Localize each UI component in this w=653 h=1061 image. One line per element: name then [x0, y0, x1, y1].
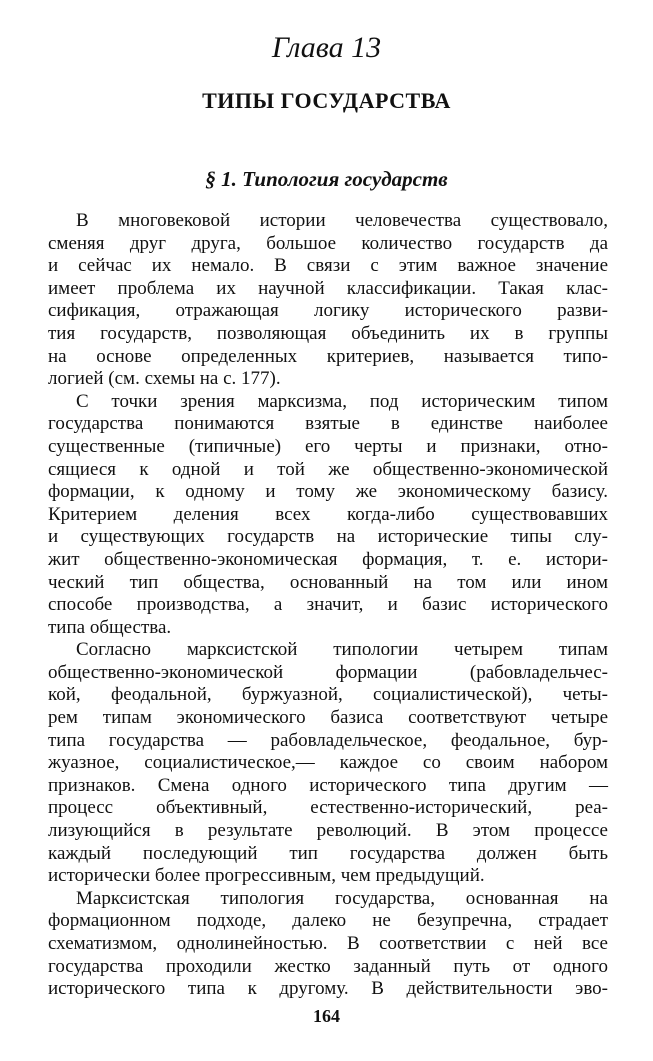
- chapter-label: Глава 13: [271, 31, 382, 64]
- paragraph: [48, 639, 608, 888]
- text-line: лизующийся в результате революций. В этом процессе: [48, 820, 608, 842]
- text-line: схематизмом, однолинейностью. В соответствии с ней все: [48, 933, 608, 954]
- text-line: сящиеся к одной и той же общественно-экономической: [48, 458, 608, 480]
- text-line: исторического типа к другому. В действительности эво-: [48, 978, 608, 1000]
- page-number: 164: [313, 1006, 340, 1026]
- text-line: рем типам экономического базиса соответствуют четыре: [48, 707, 608, 729]
- text-line: С точки зрения марксизма, под историческим типом: [76, 390, 608, 412]
- text-line: признаков. Смена одного исторического типа другим —: [48, 774, 608, 796]
- text-line: и существующих государств на исторические типы слу-: [48, 526, 608, 548]
- section-title: § 1. Типология государств: [205, 167, 448, 191]
- text-line: кой, феодальной, буржуазной, социалистической), четы-: [48, 684, 608, 706]
- text-line: государства понимаются взятые в единстве наиболее: [48, 413, 608, 435]
- text-line: Критерием деления всех когда-либо существовавших: [48, 503, 608, 525]
- body-text: [48, 210, 608, 1001]
- paragraph: [48, 210, 608, 391]
- text-line: существенные (типичные) его черты и признаки, отно-: [48, 435, 608, 457]
- paragraph: [48, 391, 608, 640]
- text-line: сменяя друг друга, большое количество государств да: [48, 232, 608, 254]
- text-line: общественно-экономической формации (рабовладельчес-: [48, 661, 608, 683]
- chapter-title: ТИПЫ ГОСУДАРСТВА: [202, 88, 451, 113]
- text-line: Марксистская типология государства, основанная на: [76, 887, 608, 909]
- text-line: на основе определенных критериев, называется типо-: [48, 345, 608, 367]
- text-line: В многовековой истории человечества существовало,: [76, 210, 608, 231]
- text-line: сификация, отражающая логику исторического разви-: [48, 300, 608, 322]
- text-line: жит общественно-экономическая формация, т. е. истори-: [48, 548, 608, 570]
- text-line: процесс объективный, естественно-исторический, реа-: [48, 797, 608, 819]
- text-line: государства проходили жестко заданный путь от одного: [48, 955, 608, 977]
- text-line: типа общества.: [48, 616, 172, 638]
- text-line: способе производства, а значит, и базис исторического: [48, 594, 608, 616]
- text-line: каждый последующий тип государства должен быть: [48, 842, 608, 864]
- text-line: Согласно марксистской типологии четырем типам: [76, 639, 608, 661]
- text-line: ческий тип общества, основанный на том или ином: [48, 571, 608, 593]
- paragraph: [48, 888, 608, 1001]
- text-line: жуазное, социалистическое,— каждое со своим набором: [48, 752, 608, 774]
- text-line: типа государства — рабовладельческое, феодальное, бур-: [48, 729, 608, 751]
- text-line: исторически более прогрессивным, чем предыдущий.: [48, 865, 485, 887]
- text-line: логией (см. схемы на с. 177).: [48, 368, 281, 390]
- text-line: и сейчас их немало. В связи с этим важное значение: [48, 255, 608, 277]
- text-line: формации, к одному и тому же экономическому базису.: [48, 481, 608, 503]
- text-line: формационном подходе, далеко не безупречна, страдает: [48, 910, 608, 932]
- text-line: тия государств, позволяющая объединить их в группы: [48, 322, 608, 344]
- text-line: имеет проблема их научной классификации. Такая клас-: [48, 277, 608, 299]
